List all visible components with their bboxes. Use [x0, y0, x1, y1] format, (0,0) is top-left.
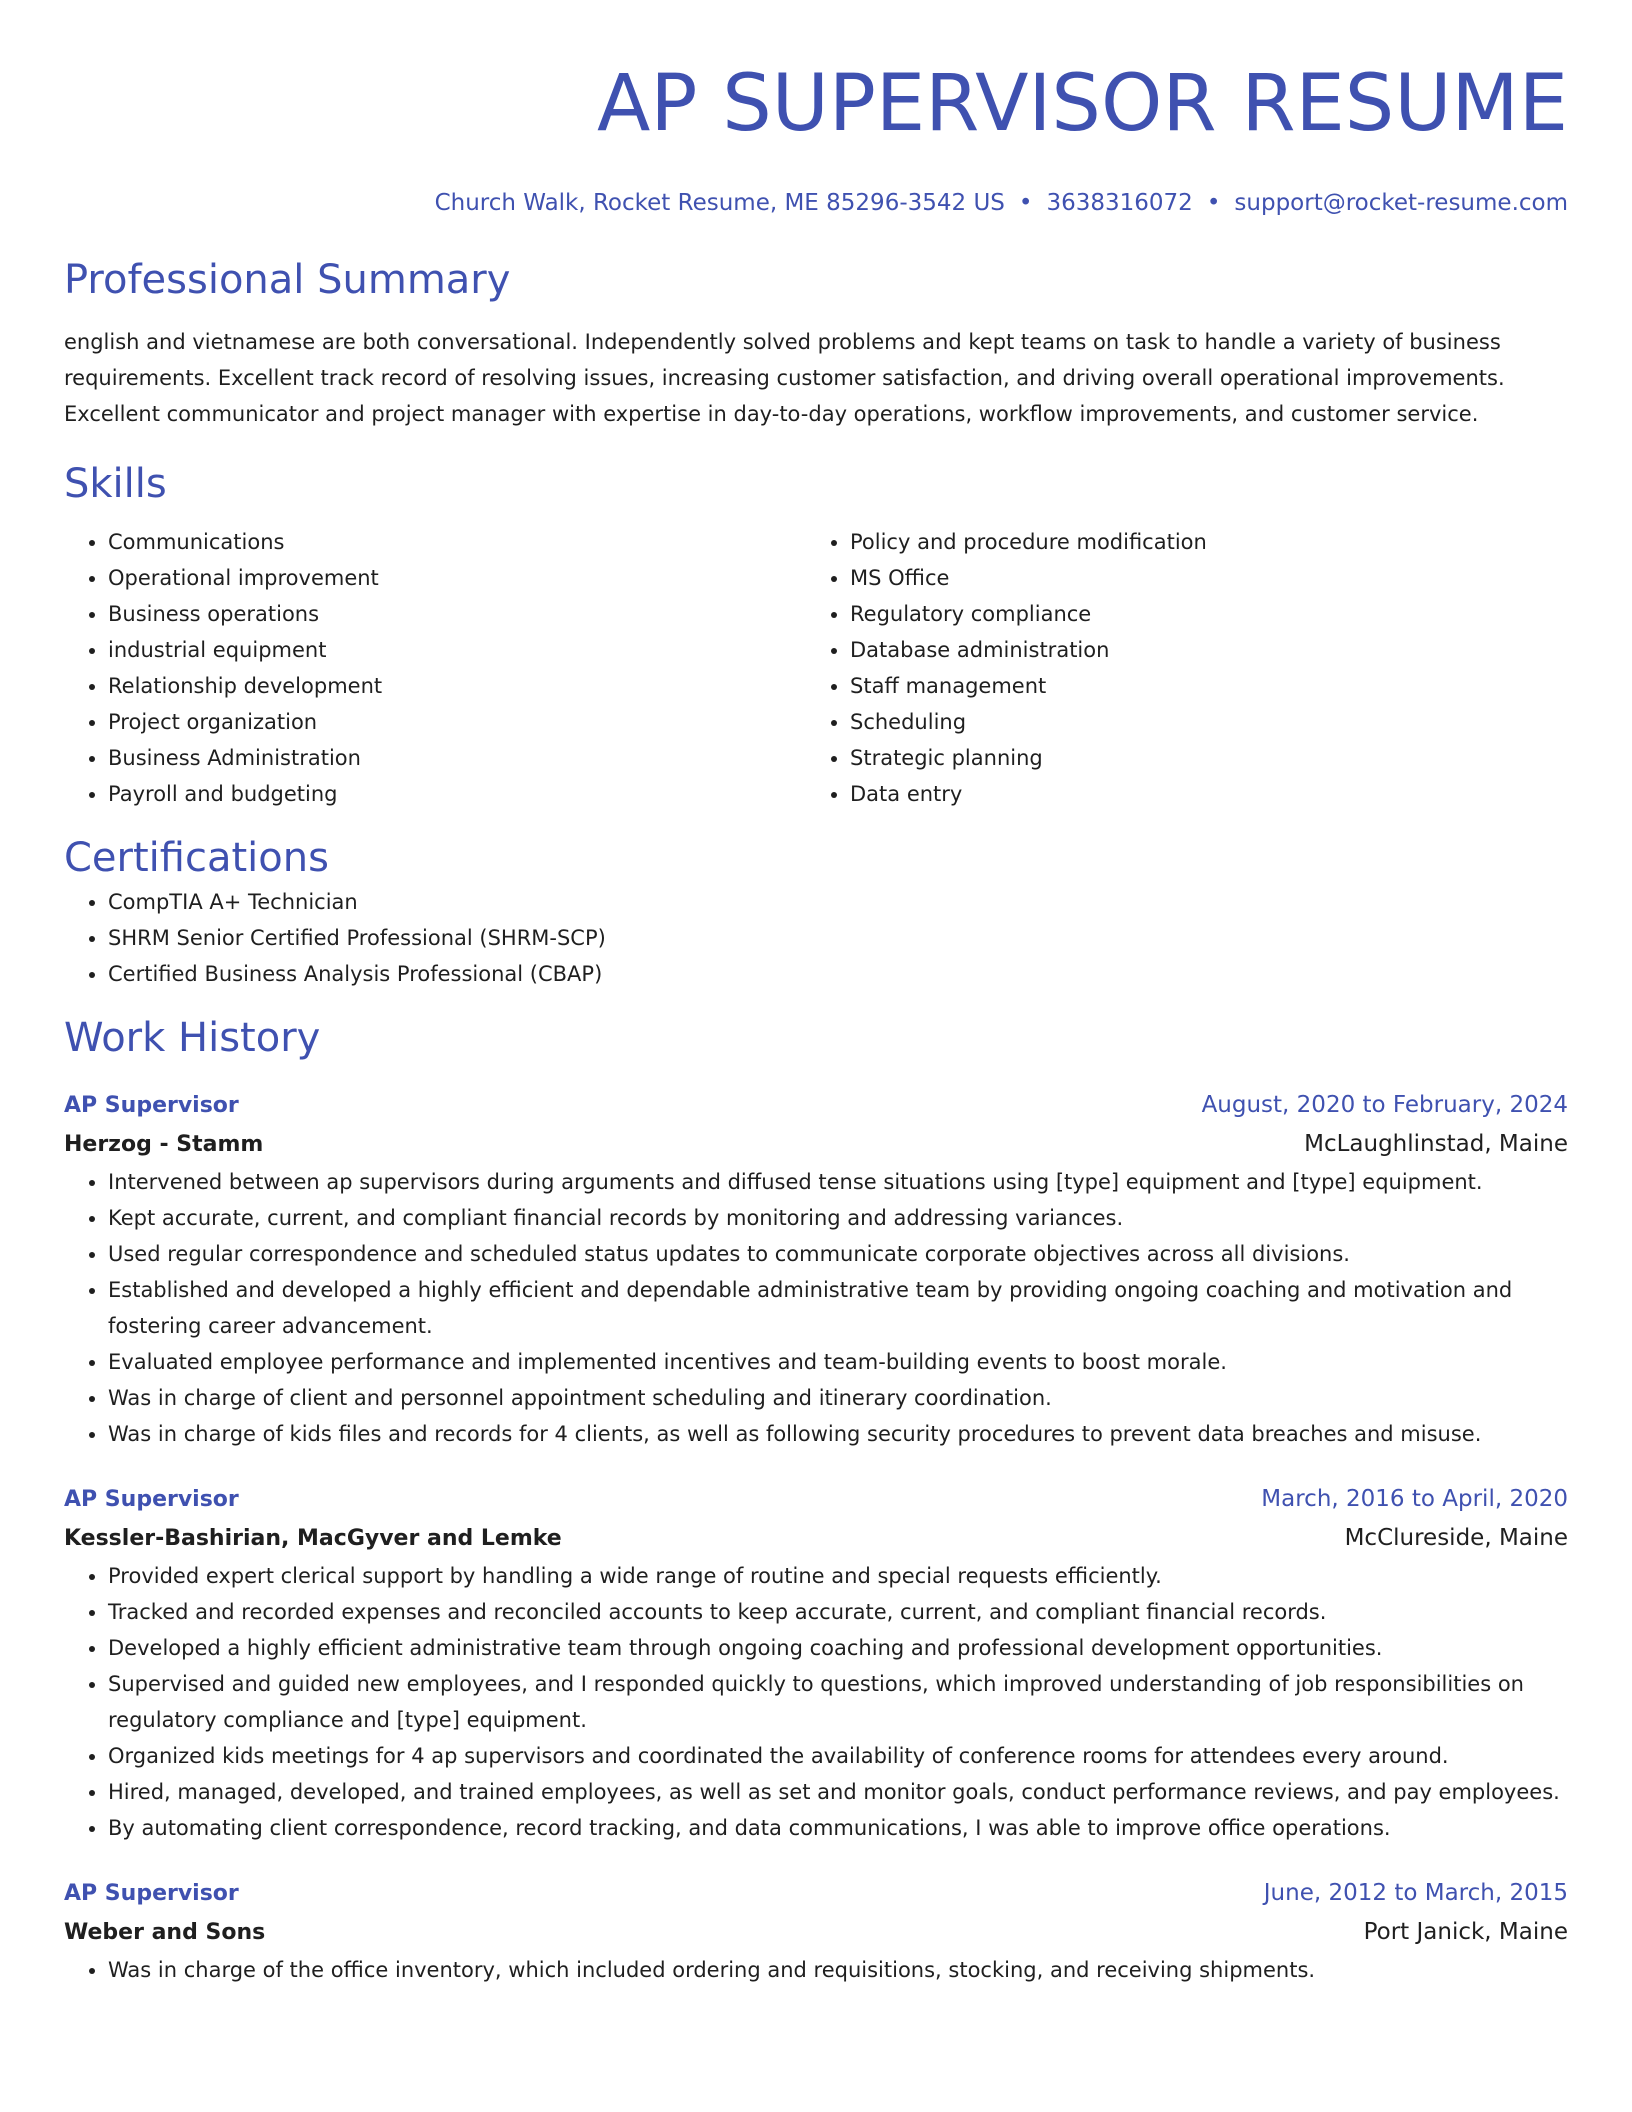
job-bullet: • Hired, managed, developed, and trained employees, as well as set and monitor goals, conduct performance reviews, and pay employees.: [108, 1774, 1568, 1810]
certification-item: • SHRM Senior Certified Professional (SHRM-SCP): [108, 920, 1568, 956]
skill-item: • Strategic planning: [850, 740, 1568, 776]
certification-item: • Certified Business Analysis Professional (CBAP): [108, 956, 1568, 992]
skills-right-column: [806, 524, 1568, 812]
contact-phone[interactable]: 3638316072: [1046, 190, 1193, 216]
job-bullet: • Organized kids meetings for 4 ap supervisors and coordinated the availability of conference rooms for attendees every around.: [108, 1738, 1568, 1774]
job-bullet: • By automating client correspondence, record tracking, and data communications, I was able to improve office operations.: [108, 1810, 1568, 1846]
certifications-heading: Certifications: [64, 835, 329, 881]
job-location: McLaughlinstad, Maine: [1304, 1131, 1568, 1157]
certification-item: • CompTIA A+ Technician: [108, 884, 1568, 920]
job-entry: [64, 1086, 1568, 1452]
skills-grid: [64, 524, 1568, 812]
skill-item: • Regulatory compliance: [850, 596, 1568, 632]
contact-address: Church Walk, Rocket Resume, ME 85296-3542 US: [434, 190, 1005, 216]
job-role: AP Supervisor: [64, 1487, 239, 1512]
job-company: Kessler-Bashirian, MacGyver and Lemke: [64, 1526, 562, 1551]
job-bullets: [64, 1164, 1568, 1452]
contact-line: [64, 188, 1568, 218]
contact-email[interactable]: support@rocket-resume.com: [1234, 190, 1568, 216]
skill-item: • Business operations: [108, 596, 806, 632]
skill-item: • Project organization: [108, 704, 806, 740]
skill-item: • Business Administration: [108, 740, 806, 776]
contact-separator: •: [1206, 190, 1221, 216]
job-bullets: [64, 1558, 1568, 1846]
job-header-row: [64, 1086, 1568, 1125]
skill-item: • Database administration: [850, 632, 1568, 668]
job-location: McClureside, Maine: [1344, 1525, 1568, 1551]
job-role: AP Supervisor: [64, 1093, 239, 1118]
job-company-row: [64, 1519, 1568, 1558]
resume-title: AP SUPERVISOR RESUME: [597, 59, 1568, 149]
summary-heading: Professional Summary: [64, 257, 511, 303]
job-bullet: • Tracked and recorded expenses and reconciled accounts to keep accurate, current, and compliant financial records.: [108, 1594, 1568, 1630]
skill-item: • Data entry: [850, 776, 1568, 812]
job-bullets: [64, 1952, 1568, 1988]
skill-item: • MS Office: [850, 560, 1568, 596]
job-entry: [64, 1874, 1568, 1988]
job-role: AP Supervisor: [64, 1881, 239, 1906]
job-dates: March, 2016 to April, 2020: [1261, 1486, 1568, 1512]
job-bullet: • Intervened between ap supervisors during arguments and diffused tense situations using [type] equipment and [type] equipment.: [108, 1164, 1568, 1200]
job-location: Port Janick, Maine: [1363, 1919, 1568, 1945]
job-dates: June, 2012 to March, 2015: [1263, 1880, 1568, 1906]
job-bullet: • Developed a highly efficient administrative team through ongoing coaching and professional development opportunities.: [108, 1630, 1568, 1666]
job-company-row: [64, 1125, 1568, 1164]
resume-page: [64, 0, 1568, 1988]
skills-heading: Skills: [64, 461, 167, 507]
job-bullet: • Supervised and guided new employees, and I responded quickly to questions, which improved understanding of job responsibilities on regulatory compliance and [type] equipment.: [108, 1666, 1568, 1738]
job-bullet: • Kept accurate, current, and compliant financial records by monitoring and addressing variances.: [108, 1200, 1568, 1236]
job-dates: August, 2020 to February, 2024: [1201, 1092, 1568, 1118]
job-bullet: • Provided expert clerical support by handling a wide range of routine and special requests efficiently.: [108, 1558, 1568, 1594]
contact-separator: •: [1018, 190, 1033, 216]
job-company: Herzog - Stamm: [64, 1132, 264, 1157]
job-bullet: • Established and developed a highly efficient and dependable administrative team by providing ongoing coaching and motivation and fostering career advancement.: [108, 1272, 1568, 1344]
job-bullet: • Was in charge of kids files and records for 4 clients, as well as following security procedures to prevent data breaches and misuse.: [108, 1416, 1568, 1452]
skill-item: • Communications: [108, 524, 806, 560]
skill-item: • Staff management: [850, 668, 1568, 704]
summary-text: english and vietnamese are both conversational. Independently solved problems and kept teams on task to handle a variety of business requirements. Excellent track record of resolving issues, increasing customer satisfaction, and driving overall operational improvements. Excellent communicator and project manager with expertise in day-to-day operations, workflow improvements, and customer service.: [64, 330, 1505, 426]
job-header-row: [64, 1874, 1568, 1913]
job-bullet: • Was in charge of the office inventory, which included ordering and requisitions, stocking, and receiving shipments.: [108, 1952, 1568, 1988]
skill-item: • Scheduling: [850, 704, 1568, 740]
skill-item: • Policy and procedure modification: [850, 524, 1568, 560]
job-entry: [64, 1480, 1568, 1846]
certifications-list: [64, 884, 1568, 992]
job-company: Weber and Sons: [64, 1920, 266, 1945]
skill-item: • industrial equipment: [108, 632, 806, 668]
job-header-row: [64, 1480, 1568, 1519]
job-bullet: • Used regular correspondence and scheduled status updates to communicate corporate objectives across all divisions.: [108, 1236, 1568, 1272]
job-company-row: [64, 1913, 1568, 1952]
skill-item: • Payroll and budgeting: [108, 776, 806, 812]
skills-left-column: [64, 524, 806, 812]
work-history-heading: Work History: [64, 1015, 321, 1061]
job-bullet: • Was in charge of client and personnel appointment scheduling and itinerary coordination.: [108, 1380, 1568, 1416]
job-bullet: • Evaluated employee performance and implemented incentives and team-building events to boost morale.: [108, 1344, 1568, 1380]
skill-item: • Relationship development: [108, 668, 806, 704]
skill-item: • Operational improvement: [108, 560, 806, 596]
